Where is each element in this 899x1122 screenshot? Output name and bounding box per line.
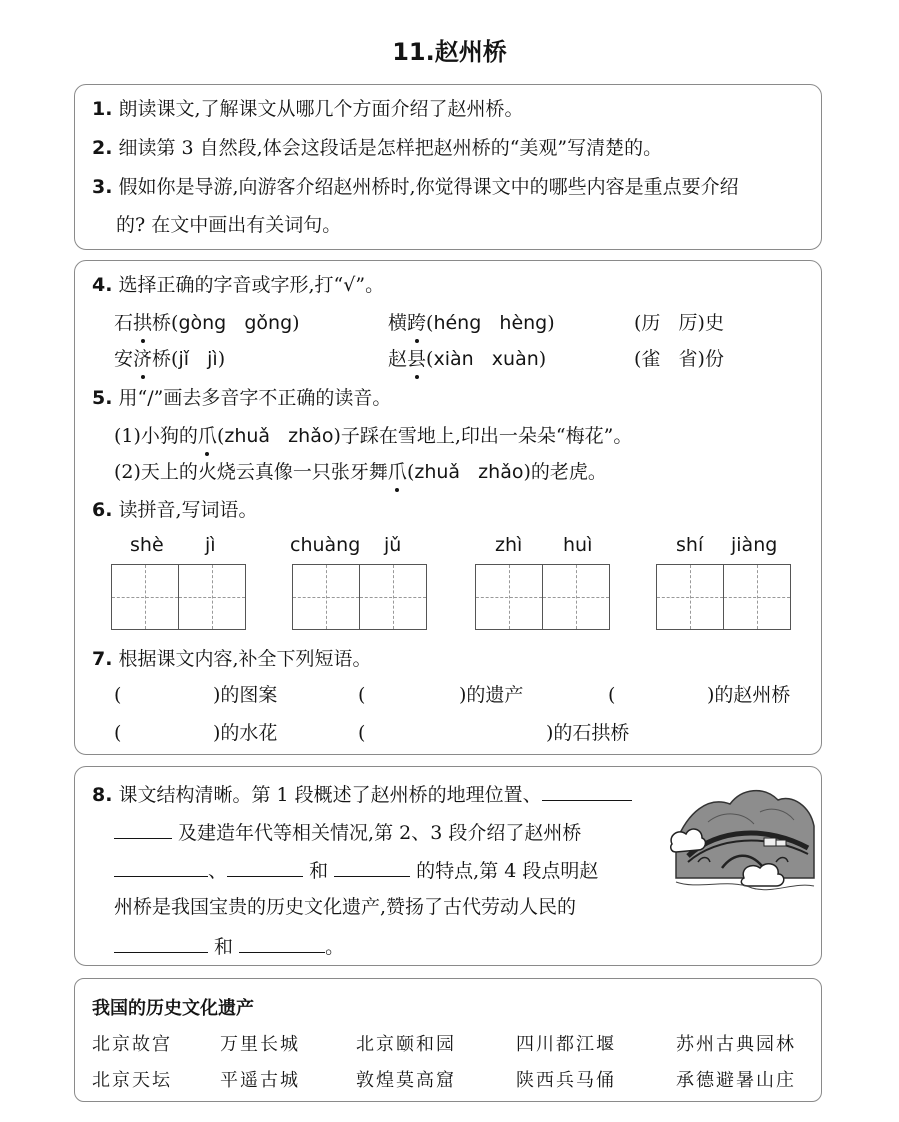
q4-item-shengfen[interactable]: (雀 省)份 [634,348,724,370]
q7-phrase: )的赵州桥 [707,684,791,706]
q5-sentence-2: (2)天上的火烧云真像一只张牙舞爪(zhuǎ zhǎo)的老虎。 [114,461,607,483]
heritage-site: 敦煌莫高窟 [356,1070,456,1091]
dotted-char: 县 [407,348,427,370]
q7-paren-open: ( [114,722,122,744]
writing-cell[interactable] [656,564,724,630]
question-2 [92,135,662,161]
dotted-char: 拱 [133,312,153,334]
heritage-title: 我国的历史文化遗产 [92,998,254,1019]
question-3-continued: 的? 在文中画出有关词句。 [116,214,342,236]
question-5 [92,385,391,411]
question-8-line-2: 及建造年代等相关情况,第 2、3 段介绍了赵州桥 [114,818,581,846]
question-text: 选择正确的字音或字形,打“√”。 [118,274,385,296]
dotted-char: 济 [133,348,153,370]
pinyin-options[interactable]: gòng gǒng [178,312,293,334]
writing-cell[interactable] [292,564,360,630]
question-number: 7. [92,648,113,670]
question-8-line-3: 、 和 的特点,第 4 段点明赵 [114,856,598,884]
answer-blank[interactable] [542,780,632,801]
q4-item-zhaoxian: 赵县(xiàn xuàn) [388,348,547,370]
answer-blank[interactable] [114,932,208,953]
q4-item-anjiqiao: 安济桥(jǐ jì) [114,348,226,370]
answer-blank[interactable] [227,856,303,877]
writing-grid-1 [111,564,245,630]
pinyin-label: jǔ [384,534,402,556]
question-number: 5. [92,387,113,409]
q7-paren-open: ( [358,684,366,706]
pinyin-label: zhì [495,534,523,556]
writing-grid-3 [475,564,609,630]
writing-cell[interactable] [111,564,179,630]
heritage-site: 北京天坛 [92,1070,172,1091]
q5-sentence-1: (1)小狗的爪(zhuǎ zhǎo)子踩在雪地上,印出一朵朵“梅花”。 [114,425,633,447]
question-number: 1. [92,98,113,120]
question-text: 读拼音,写词语。 [118,499,258,521]
question-8-line-4: 州桥是我国宝贵的历史文化遗产,赞扬了古代劳动人民的 [114,896,577,918]
q7-phrase: )的遗产 [459,684,524,706]
answer-blank[interactable] [114,856,208,877]
writing-grid-4 [656,564,790,630]
writing-grid-2 [292,564,426,630]
question-3 [92,174,739,200]
writing-cell[interactable] [542,564,610,630]
heritage-site: 北京颐和园 [356,1034,456,1055]
question-8-line-1: 8. 课文结构清晰。第 1 段概述了赵州桥的地理位置、 [92,780,632,808]
heritage-site: 北京故宫 [92,1034,172,1055]
pinyin-options[interactable]: jǐ jì [178,348,218,370]
q4-item-shigongqiao: 石拱桥(gòng gǒng) [114,312,300,334]
heritage-site: 承德避暑山庄 [676,1070,796,1091]
writing-cell[interactable] [475,564,543,630]
question-number: 8. [92,784,113,806]
question-text: 假如你是导游,向游客介绍赵州桥时,你觉得课文中的哪些内容是重点要介绍 [118,176,739,198]
pinyin-label: chuàng [290,534,361,556]
question-6 [92,497,258,523]
pinyin-label: jiàng [731,534,778,556]
question-text: 细读第 3 自然段,体会这段话是怎样把赵州桥的“美观”写清楚的。 [118,137,663,159]
pinyin-label: shí [676,534,704,556]
question-7 [92,646,372,672]
pinyin-options[interactable]: zhuǎ zhǎo [414,461,524,483]
q7-phrase: )的石拱桥 [546,722,630,744]
heritage-site: 万里长城 [220,1034,300,1055]
question-number: 4. [92,274,113,296]
pinyin-options[interactable]: xiàn xuàn [433,348,539,370]
writing-cell[interactable] [723,564,791,630]
pinyin-label: jì [205,534,216,556]
pinyin-label: huì [563,534,593,556]
heritage-site: 苏州古典园林 [676,1034,796,1055]
question-number: 6. [92,499,113,521]
heritage-site: 平遥古城 [220,1070,300,1091]
zhaozhou-bridge-illustration [668,782,820,898]
q7-paren-open: ( [114,684,122,706]
page-title: 11.赵州桥 [392,38,507,66]
answer-blank[interactable] [114,818,172,839]
dotted-char: 爪 [387,461,407,483]
answer-blank[interactable] [334,856,410,877]
question-text: 用“/”画去多音字不正确的读音。 [118,387,392,409]
writing-cell[interactable] [359,564,427,630]
pinyin-options[interactable]: zhuǎ zhǎo [224,425,334,447]
q7-phrase: )的图案 [213,684,278,706]
question-4 [92,272,384,298]
q4-item-hengkua: 横跨(héng hèng) [388,312,555,334]
question-1 [92,96,524,122]
question-8-line-5: 和 。 [114,932,344,960]
pinyin-options[interactable]: héng hèng [433,312,548,334]
heritage-site: 陕西兵马俑 [516,1070,616,1091]
q7-phrase: )的水花 [213,722,278,744]
q7-paren-open: ( [608,684,616,706]
pinyin-label: shè [130,534,164,556]
question-text: 朗读课文,了解课文从哪几个方面介绍了赵州桥。 [118,98,524,120]
answer-blank[interactable] [239,932,325,953]
question-number: 3. [92,176,113,198]
q4-item-lishi[interactable]: (历 厉)史 [634,312,724,334]
dotted-char: 跨 [407,312,427,334]
writing-cell[interactable] [178,564,246,630]
dotted-char: 爪 [197,425,217,447]
q7-paren-open: ( [358,722,366,744]
question-text: 根据课文内容,补全下列短语。 [118,648,372,670]
heritage-site: 四川都江堰 [516,1034,616,1055]
question-number: 2. [92,137,113,159]
